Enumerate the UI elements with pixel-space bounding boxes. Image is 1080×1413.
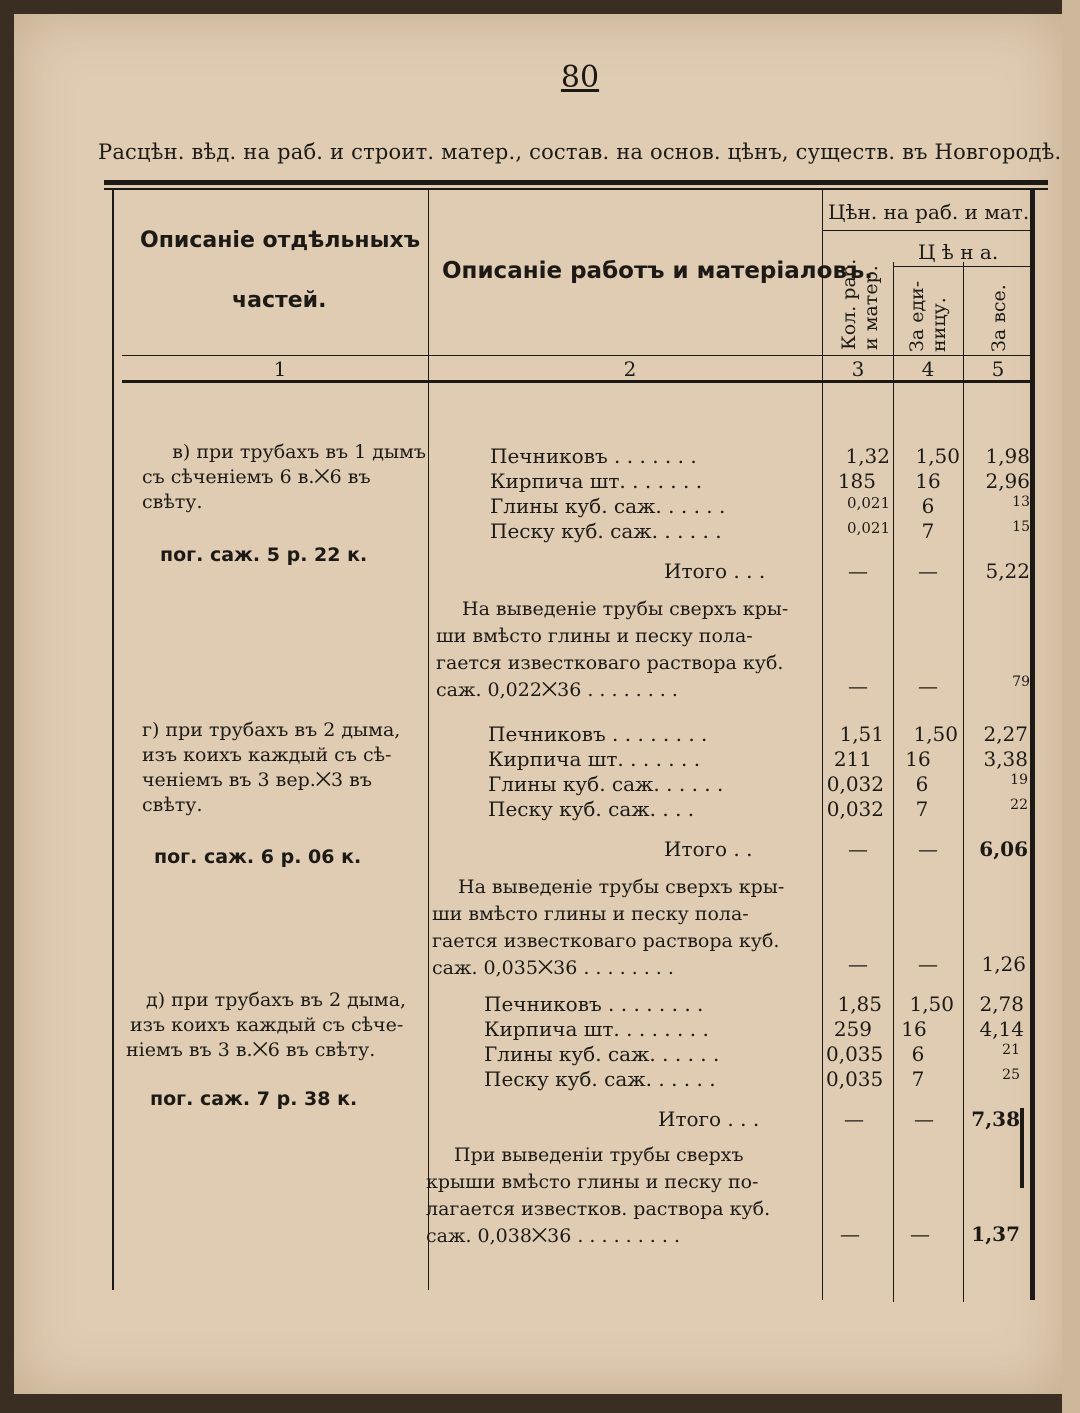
qty-cell: 0,021 (847, 519, 890, 537)
table-right-border (1030, 190, 1035, 1300)
unit-price-cell: 16 (905, 747, 931, 771)
section-g-rate: пог. саж. 6 р. 06 к. (154, 846, 362, 868)
total-cell: 4,14 (979, 1017, 1024, 1041)
price-rule (893, 266, 1033, 267)
total-cell: 2,96 (985, 469, 1030, 493)
subtotal-total: 6,06 (979, 837, 1028, 861)
subtotal-label: Итого . . (664, 837, 753, 861)
qty-cell: 185 (837, 469, 876, 493)
line-item: Кирпича шт. . . . . . . (490, 469, 703, 493)
chimney-note: На выведеніе трубы сверхъ кры- ши вмѣсто глины и песку пола- гается известковаго раствора куб. саж. 0,035⨉36 . . . . . . . . (432, 876, 785, 979)
unit-price-header: За еди- ницу. (906, 280, 950, 352)
col-number-2: 2 (623, 357, 637, 381)
section-d-rate: пог. саж. 7 р. 38 к. (150, 1088, 358, 1110)
line-item: Глины куб. саж. . . . . . (490, 494, 726, 518)
unit-price-cell: 16 (901, 1017, 927, 1041)
total-cell: 2,78 (979, 992, 1024, 1016)
subtotal-qty: — (844, 1107, 864, 1131)
page-number: 80 (560, 60, 600, 95)
qty-cell: 0,032 (826, 772, 884, 796)
col-number-5: 5 (991, 357, 1005, 381)
qty-cell: 259 (833, 1017, 872, 1041)
qty-cell: 1,32 (845, 444, 890, 468)
section-v-rate: пог. саж. 5 р. 22 к. (160, 544, 368, 566)
total-cell: 1,98 (985, 444, 1030, 468)
price-group-header: Цѣн. на раб. и мат. (828, 200, 1030, 224)
top-rule-thin (104, 188, 1048, 190)
note-unit: — (918, 674, 938, 698)
numbers-rule (122, 380, 1032, 383)
total-cell: 22 (1010, 797, 1028, 813)
group-rule (822, 230, 1032, 231)
total-cell: 15 (1012, 519, 1030, 535)
note-qty: — (848, 952, 868, 976)
col-number-1: 1 (273, 357, 287, 381)
total-cell: 21 (1002, 1042, 1020, 1058)
subtotal-label: Итого . . . (664, 559, 766, 583)
unit-price-cell: 1,50 (913, 722, 958, 746)
line-item: Печниковъ . . . . . . . . (484, 992, 704, 1016)
total-cell: 25 (1002, 1067, 1020, 1083)
col-divider-2 (822, 190, 823, 1300)
qty-cell: 1,85 (837, 992, 882, 1016)
note-unit: — (910, 1222, 930, 1246)
col1-header-line2: частей. (232, 288, 327, 313)
unit-price-cell: 16 (915, 469, 941, 493)
table-left-border (112, 190, 114, 1290)
line-item: Песку куб. саж. . . . . . (484, 1067, 716, 1091)
note-total: 1,37 (971, 1222, 1020, 1246)
qty-cell: 0,021 (847, 494, 890, 512)
total-cell: 13 (1012, 494, 1030, 510)
col-number-3: 3 (851, 357, 865, 381)
section-d-description: д) при трубахъ въ 2 дыма, изъ коихъ каждый съ сѣче- ніемъ въ 3 в.⨉6 въ свѣту. (126, 989, 407, 1061)
subtotal-total: 7,38 (971, 1107, 1020, 1131)
qty-cell: 211 (833, 747, 872, 771)
line-item: Песку куб. саж. . . . . . (490, 519, 722, 543)
line-item: Кирпича шт. . . . . . . . (484, 1017, 709, 1041)
section-g-description: г) при трубахъ въ 2 дыма, изъ коихъ каждый съ сѣ- ченіемъ въ 3 вер.⨉3 въ свѣту. (142, 719, 401, 816)
qty-header: Кол. раб. и матер. (838, 258, 882, 350)
header-rule (122, 355, 1032, 356)
note-unit: — (918, 952, 938, 976)
chimney-note: На выведеніе трубы сверхъ кры- ши вмѣсто глины и песку пола- гается известковаго раствора куб. саж. 0,022⨉36 . . . . . . . . (436, 598, 789, 701)
line-item: Кирпича шт. . . . . . . (488, 747, 701, 771)
subtotal-qty: — (848, 837, 868, 861)
qty-cell: 0,032 (826, 797, 884, 821)
qty-cell: 0,035 (826, 1042, 884, 1066)
subtotal-unit: — (918, 837, 938, 861)
unit-price-cell: 7 (911, 1067, 925, 1091)
col2-header: Описаніе работъ и матеріаловъ. (442, 258, 874, 284)
subtotal-qty: — (848, 559, 868, 583)
unit-price-cell: 1,50 (915, 444, 960, 468)
note-total: 1,26 (981, 952, 1026, 976)
col1-header-line1: Описаніе отдѣльныхъ (140, 228, 421, 253)
unit-price-cell: 6 (911, 1042, 925, 1066)
unit-price-cell: 6 (921, 494, 935, 518)
col-number-4: 4 (921, 357, 935, 381)
subtotal-label: Итого . . . (658, 1107, 760, 1131)
note-total: 79 (1012, 674, 1030, 690)
total-cell: 3,38 (983, 747, 1028, 771)
price-header: Ц ѣ н а. (918, 240, 999, 264)
subtotal-total: 5,22 (985, 559, 1030, 583)
unit-price-cell: 7 (921, 519, 935, 543)
unit-price-cell: 7 (915, 797, 929, 821)
line-item: Печниковъ . . . . . . . . (488, 722, 708, 746)
subtotal-unit: — (914, 1107, 934, 1131)
line-item: Песку куб. саж. . . . (488, 797, 695, 821)
section-v-description: в) при трубахъ въ 1 дымъ съ сѣченіемъ 6 в.⨉6 въ свѣту. (142, 441, 426, 513)
total-cell: 2,27 (983, 722, 1028, 746)
col-divider-4 (963, 262, 964, 1302)
right-bracket (1020, 1108, 1024, 1188)
line-item: Печниковъ . . . . . . . (490, 444, 697, 468)
unit-price-cell: 6 (915, 772, 929, 796)
line-item: Глины куб. саж. . . . . . (488, 772, 724, 796)
line-item: Глины куб. саж. . . . . . (484, 1042, 720, 1066)
total-price-header: За все. (988, 284, 1010, 352)
qty-cell: 1,51 (839, 722, 884, 746)
chimney-note: При выведеніи трубы сверхъ крыши вмѣсто глины и песку по- лагается известков. раствора куб. саж. 0,038⨉36 . . . . . . . . . (426, 1144, 771, 1247)
page-heading: Расцѣн. вѣд. на раб. и строит. матер., состав. на основ. цѣнъ, существ. въ Новгородѣ. (98, 140, 1062, 164)
note-qty: — (848, 674, 868, 698)
subtotal-unit: — (918, 559, 938, 583)
total-cell: 19 (1010, 772, 1028, 788)
qty-cell: 0,035 (826, 1067, 884, 1091)
note-qty: — (840, 1222, 860, 1246)
top-rule (104, 180, 1048, 185)
unit-price-cell: 1,50 (909, 992, 954, 1016)
next-page-edge (1062, 0, 1080, 1413)
